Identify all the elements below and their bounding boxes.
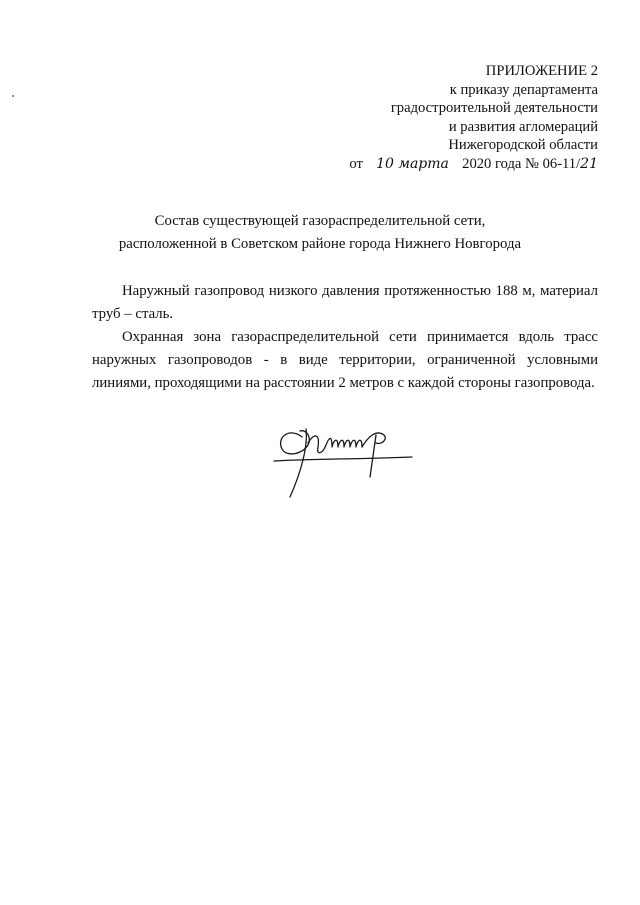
pipeline-paragraph: Наружный газопровод низкого давления протяженностью 188 м, материал труб – сталь. bbox=[92, 283, 598, 322]
header-line-2: к приказу департамента bbox=[449, 81, 598, 98]
title-line-2: расположенной в Советском районе города Нижнего Новгорода bbox=[118, 236, 522, 252]
appendix-header bbox=[278, 62, 598, 174]
order-date-line bbox=[278, 155, 598, 174]
document-body bbox=[92, 280, 598, 395]
header-line-3: градостроительной деятельности bbox=[390, 100, 598, 117]
header-line-4: и развития агломераций bbox=[448, 118, 598, 135]
handwritten-signature-icon bbox=[272, 415, 422, 510]
handwritten-number: 21 bbox=[580, 155, 598, 172]
header-line-5: Нижегородской области bbox=[448, 137, 598, 154]
order-number: 2020 года № 06-11/ bbox=[462, 155, 581, 172]
title-line-1: Состав существующей газораспределительной сети, bbox=[154, 213, 486, 229]
document-title bbox=[0, 210, 640, 256]
date-prefix: от bbox=[349, 155, 363, 172]
handwritten-date: 10 марта bbox=[376, 155, 449, 172]
appendix-title: ПРИЛОЖЕНИЕ 2 bbox=[485, 63, 598, 79]
scan-speck bbox=[12, 95, 14, 97]
protection-zone-paragraph: Охранная зона газораспределительной сети принимается вдоль трасс наружных газопроводов - в виде территории, ограниченной условными линиями, проходящими на расстоянии 2 метров с каждой стороны газопровода. bbox=[92, 329, 598, 391]
